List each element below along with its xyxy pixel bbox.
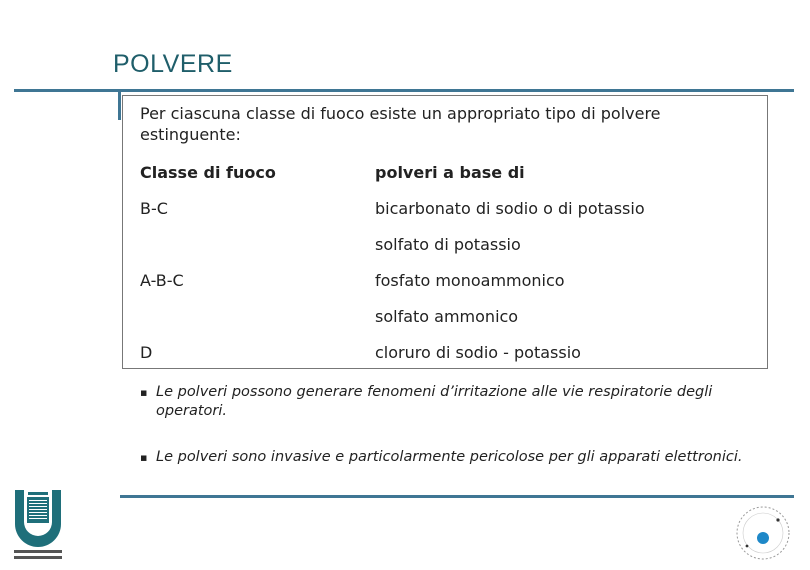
university-logo — [12, 488, 64, 564]
top-divider — [14, 89, 794, 92]
table-cell-powder: fosfato monoammonico — [375, 271, 565, 290]
table-cell-class: A-B-C — [140, 271, 184, 290]
table-cell-powder: bicarbonato di sodio o di potassio — [375, 199, 645, 218]
table-cell-class: B-C — [140, 199, 168, 218]
bullet-text: Le polveri sono invasive e particolarmente pericolose per gli apparati elettronici. — [156, 449, 743, 465]
table-cell-powder: cloruro di sodio - potassio — [375, 343, 581, 362]
table-cell-powder: solfato di potassio — [375, 235, 521, 254]
bullet-icon: ▪ — [140, 451, 148, 464]
table-header-polveri: polveri a base di — [375, 163, 525, 182]
page-title: POLVERE — [113, 50, 233, 78]
bullet-text: Le polveri possono generare fenomeni d’irritazione alle vie respiratorie degli operatori. — [156, 384, 713, 419]
bullet-item — [140, 383, 750, 421]
table-header-classe: Classe di fuoco — [140, 163, 276, 182]
bullet-icon: ▪ — [140, 386, 148, 399]
bottom-divider — [120, 495, 794, 498]
intro-text: Per ciascuna classe di fuoco esiste un appropriato tipo di polvere estinguente: — [140, 104, 661, 144]
bullet-item — [140, 448, 780, 467]
table-cell-class: D — [140, 343, 153, 362]
table-cell-powder: solfato ammonico — [375, 307, 519, 326]
inaf-logo — [730, 500, 796, 566]
divider-tick — [118, 92, 121, 120]
